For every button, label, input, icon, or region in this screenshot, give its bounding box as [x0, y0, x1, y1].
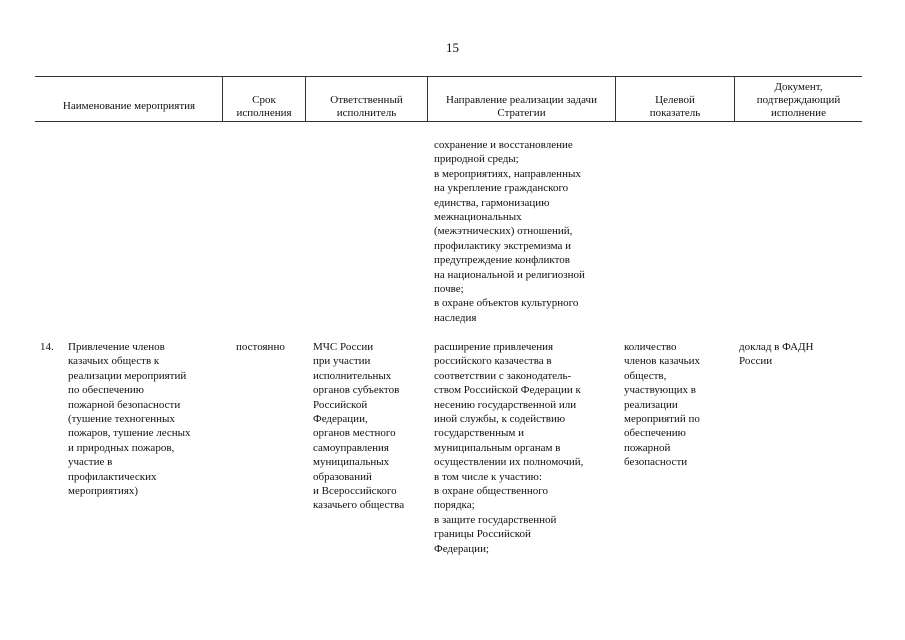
page-number: 15	[446, 40, 459, 55]
table-top-rule	[35, 76, 862, 77]
row-document: доклад в ФАДН России	[739, 341, 814, 368]
continuation-direction: сохранение и восстановление природной среды; в мероприятиях, направленных на укрепление гражданского единства, гармонизацию межнациональных (межэтнических) отношений, профилактику экстремизма и предупреждение конфликтов на национальной и религиозной почве; в охране объектов культурного наследия	[434, 139, 585, 324]
row-indicator: количество членов казачьих обществ, участвующих в реализации мероприятий по обеспечению пожарной безопасности	[624, 341, 701, 469]
header-responsible: Ответственный исполнитель	[330, 94, 403, 119]
row-responsible: МЧС России при участии исполнительных органов субъектов Российской Федерации, органов местного самоуправления муниципальных образований и Всероссийского казачьего общества	[313, 341, 405, 512]
row-term: постоянно	[236, 341, 285, 353]
row-number: 14.	[40, 341, 54, 353]
header-document: Документ, подтверждающий исполнение	[756, 81, 841, 119]
header-name: Наименование мероприятия	[62, 100, 196, 112]
table-header-bottom-rule	[35, 121, 862, 122]
header-direction: Направление реализации задачи Стратегии	[446, 94, 597, 119]
row-direction: расширение привлечения российского казачества в соответствии с законодатель- ством Российской Федерации к несению государственной или иной службы, к содействию государственным и муниципальным органам в осуществлении их полномочий, в том числе к участию: в охране общественного порядка; в защите государственной границы Российской Федерации;	[434, 341, 584, 555]
header-term: Срок исполнения	[236, 94, 292, 119]
header-indicator: Целевой показатель	[649, 94, 701, 119]
row-name: Привлечение членов казачьих обществ к реализации мероприятий по обеспечению пожарной безопасности (тушение техногенных пожаров, тушение лесных и природных пожаров, участие в профилактических мероприятиях)	[68, 341, 191, 498]
